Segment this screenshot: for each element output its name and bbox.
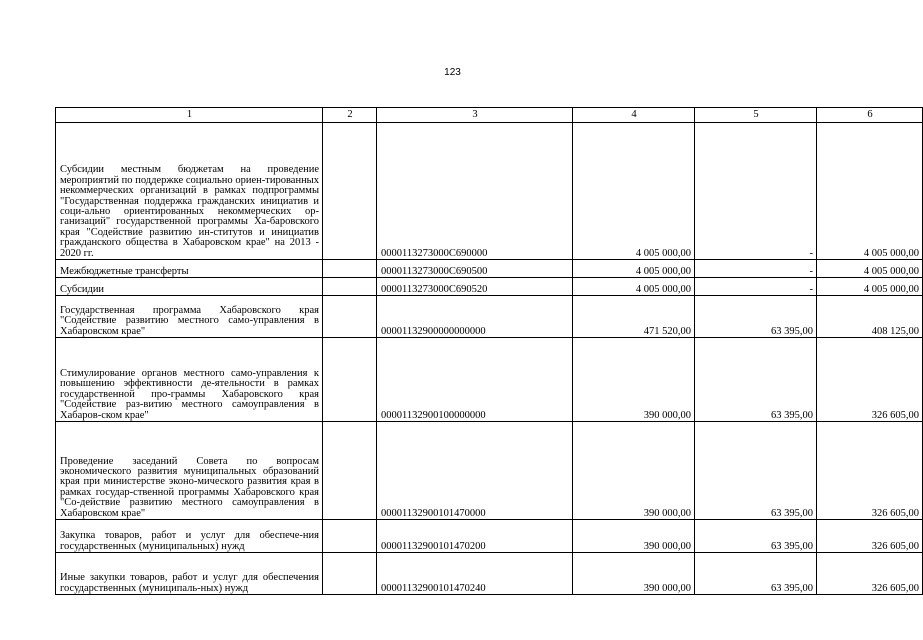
row-col6: 326 605,00 xyxy=(817,422,923,520)
row-code: 0000113273000C690520 xyxy=(377,278,573,296)
table-row xyxy=(56,338,923,422)
row-name: Субсидии местным бюджетам на проведение мероприятий по поддержке социально ориен-тированных некоммерческих организаций в рамках подпрограммы "Государственная поддержка гражданских инициатив и соци-ально ориентированных некоммерческих ор-ганизаций" государственной программы Ха-баровского края "Содействие развитию ин-ститутов и инициатив гражданского общества в Хабаровском крае" на 2013 - 2020 гг. xyxy=(56,123,323,260)
row-name: Стимулирование органов местного само-управления к повышению эффективности де-ятельности в рамках государственной про-граммы Хабаровского края "Содействие раз-витию местного самоуправления в Хабаров-ском крае" xyxy=(56,338,323,422)
header-cell-4: 4 xyxy=(573,108,695,123)
row-name: Иные закупки товаров, работ и услуг для обеспечения государственных (муниципаль-ных) нужд xyxy=(56,553,323,595)
row-col6: 4 005 000,00 xyxy=(817,278,923,296)
row-col5: 63 395,00 xyxy=(695,553,817,595)
row-col4: 471 520,00 xyxy=(573,296,695,338)
row-col2 xyxy=(323,123,377,260)
row-col2 xyxy=(323,553,377,595)
row-code: 0000113273000C690500 xyxy=(377,260,573,278)
header-cell-3: 3 xyxy=(377,108,573,123)
header-cell-1: 1 xyxy=(56,108,323,123)
row-col4: 4 005 000,00 xyxy=(573,278,695,296)
row-code: 00001132900101470240 xyxy=(377,553,573,595)
row-code: 00001132900000000000 xyxy=(377,296,573,338)
page-number: 123 xyxy=(444,67,461,78)
row-col4: 4 005 000,00 xyxy=(573,123,695,260)
row-col2 xyxy=(323,296,377,338)
row-col2 xyxy=(323,338,377,422)
row-col5: - xyxy=(695,260,817,278)
row-col5: 63 395,00 xyxy=(695,520,817,553)
table-row xyxy=(56,296,923,338)
row-col4: 390 000,00 xyxy=(573,520,695,553)
header-cell-2: 2 xyxy=(323,108,377,123)
row-col6: 326 605,00 xyxy=(817,520,923,553)
row-col2 xyxy=(323,520,377,553)
row-col2 xyxy=(323,260,377,278)
row-col6: 4 005 000,00 xyxy=(817,123,923,260)
header-cell-6: 6 xyxy=(817,108,923,123)
table-row xyxy=(56,260,923,278)
row-col6: 408 125,00 xyxy=(817,296,923,338)
row-col4: 390 000,00 xyxy=(573,338,695,422)
row-code: 00001132900101470200 xyxy=(377,520,573,553)
header-cell-5: 5 xyxy=(695,108,817,123)
row-name: Межбюджетные трансферты xyxy=(56,260,323,278)
row-col5: - xyxy=(695,123,817,260)
table-row xyxy=(56,520,923,553)
row-col5: 63 395,00 xyxy=(695,338,817,422)
table-row xyxy=(56,553,923,595)
row-col4: 390 000,00 xyxy=(573,553,695,595)
row-col6: 326 605,00 xyxy=(817,338,923,422)
row-name: Субсидии xyxy=(56,278,323,296)
table-row xyxy=(56,123,923,260)
row-code: 00001132900100000000 xyxy=(377,338,573,422)
row-col6: 326 605,00 xyxy=(817,553,923,595)
row-col4: 390 000,00 xyxy=(573,422,695,520)
row-code: 00001132900101470000 xyxy=(377,422,573,520)
row-name: Проведение заседаний Совета по вопросам экономического развития муниципальных образований края при министерстве эконо-мического развития края в рамках государ-ственной программы Хабаровского края "Со-действие развитию местного самоуправления в Хабаровском крае" xyxy=(56,422,323,520)
row-name: Государственная программа Хабаровского края "Содействие развитию местного само-управления в Хабаровском крае" xyxy=(56,296,323,338)
table-header-row xyxy=(56,108,923,123)
table-row xyxy=(56,278,923,296)
row-code: 0000113273000C690000 xyxy=(377,123,573,260)
row-name: Закупка товаров, работ и услуг для обеспече-ния государственных (муниципальных) нужд xyxy=(56,520,323,553)
budget-table xyxy=(55,107,923,595)
row-col2 xyxy=(323,422,377,520)
row-col5: - xyxy=(695,278,817,296)
row-col5: 63 395,00 xyxy=(695,296,817,338)
row-col6: 4 005 000,00 xyxy=(817,260,923,278)
table-row xyxy=(56,422,923,520)
row-col5: 63 395,00 xyxy=(695,422,817,520)
row-col2 xyxy=(323,278,377,296)
row-col4: 4 005 000,00 xyxy=(573,260,695,278)
